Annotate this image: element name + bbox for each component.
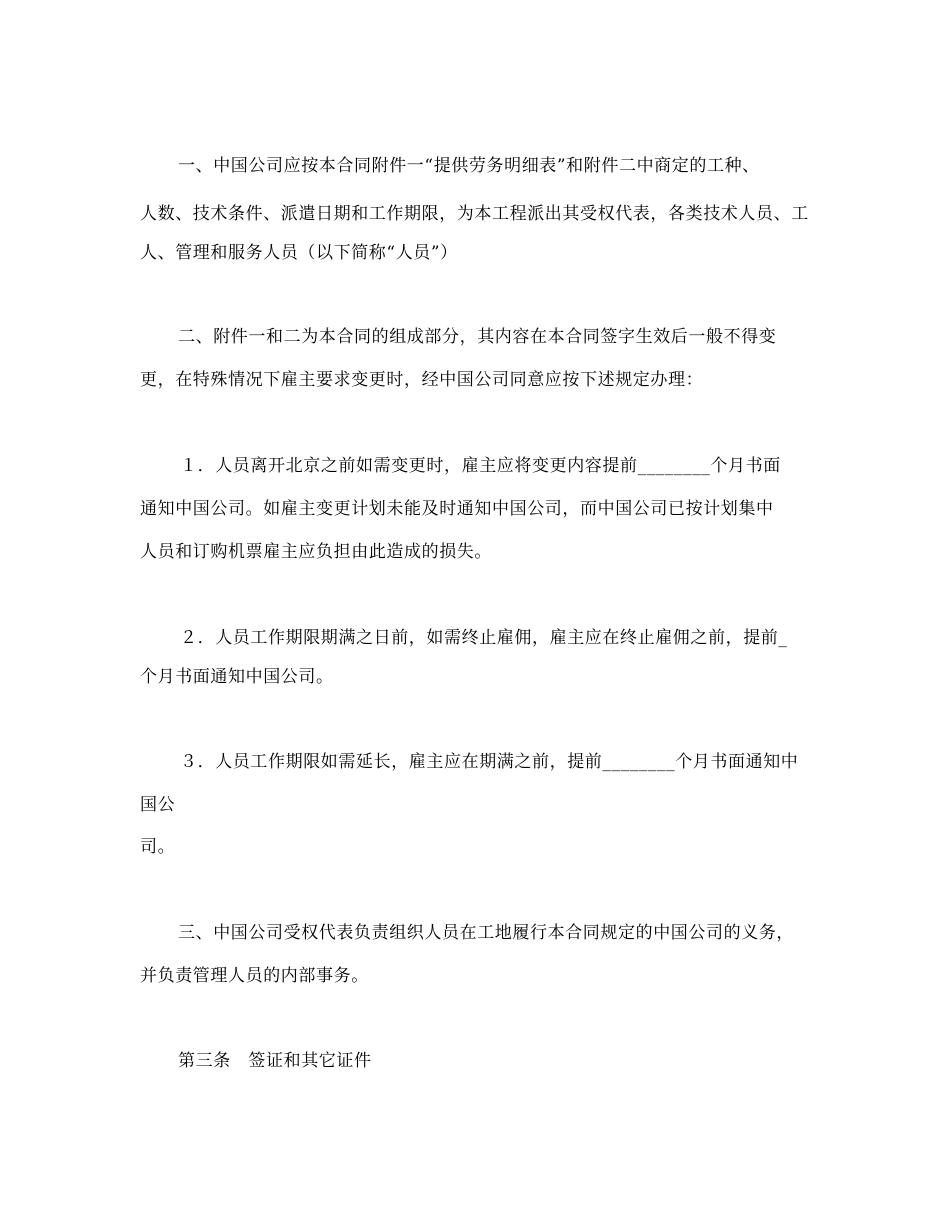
item-1-line-3: 人员和订购机票雇主应负担由此造成的损失。 xyxy=(140,542,492,562)
item-2-line-2: 个月书面通知中国公司。 xyxy=(140,667,334,687)
section-one-line-2: 人数、技术条件、派遣日期和工作期限，为本工程派出其受权代表，各类技术人员、工 xyxy=(140,204,809,224)
item-3-line-2: 国公 xyxy=(140,795,176,815)
item-1-line-2: 通知中国公司。如雇主变更计划未能及时通知中国公司，而中国公司已按计划集中 xyxy=(140,499,774,519)
item-1-line-1: １．人员离开北京之前如需变更时，雇主应将变更内容提前________个月书面 xyxy=(180,456,781,476)
section-two-line-2: 更，在特殊情况下雇主要求变更时，经中国公司同意应按下述规定办理： xyxy=(140,370,704,390)
section-three-line-2: 并负责管理人员的内部事务。 xyxy=(140,966,369,986)
item-3-line-3: 司。 xyxy=(140,837,176,857)
section-three-line-1: 三、中国公司受权代表负责组织人员在工地履行本合同规定的中国公司的义务， xyxy=(178,923,794,943)
item-2-line-1: ２．人员工作期限期满之日前，如需终止雇佣，雇主应在终止雇佣之前，提前_ xyxy=(180,628,788,648)
section-one-line-3: 人、管理和服务人员（以下简称“人员”） xyxy=(140,243,458,263)
section-one-line-1: 一、中国公司应按本合同附件一“提供劳务明细表”和附件二中商定的工种、 xyxy=(178,156,760,176)
article-three-heading: 第三条 签证和其它证件 xyxy=(178,1051,372,1071)
section-two-line-1: 二、附件一和二为本合同的组成部分，其内容在本合同签字生效后一般不得变 xyxy=(178,327,777,347)
item-3-line-1: ３．人员工作期限如需延长，雇主应在期满之前，提前________个月书面通知中 xyxy=(180,752,799,772)
